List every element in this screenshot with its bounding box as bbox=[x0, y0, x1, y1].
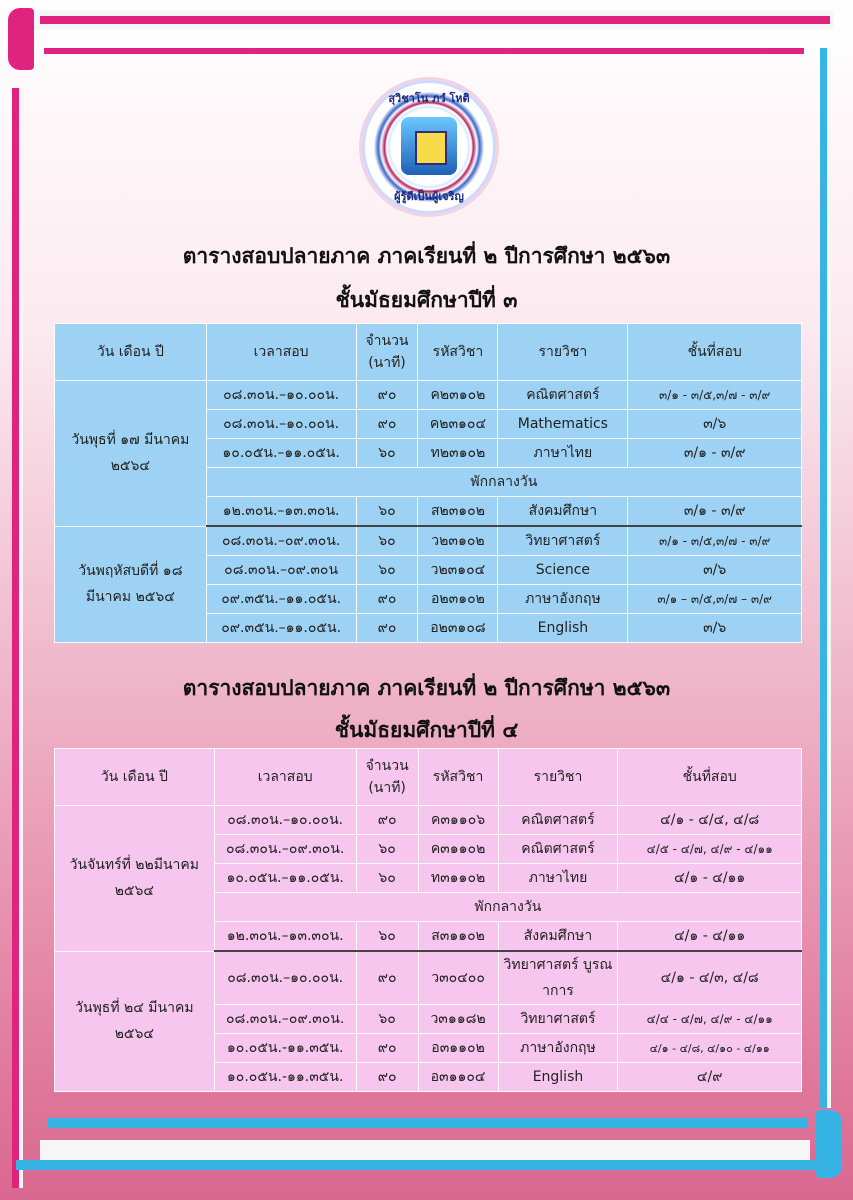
table-header-row bbox=[55, 324, 802, 381]
header-room: ชั้นที่สอบ bbox=[618, 749, 802, 806]
minutes-cell: ๖๐ bbox=[356, 439, 418, 468]
time-cell: ๑๐.๐๕น.-๑๑.๓๕น. bbox=[214, 1063, 356, 1092]
code-cell: ว๒๓๑๐๒ bbox=[418, 526, 498, 556]
logo-book-icon bbox=[415, 131, 447, 165]
lunch-break-cell: พักกลางวัน bbox=[206, 468, 801, 497]
school-logo bbox=[362, 80, 496, 214]
frame-right-blue bbox=[820, 48, 827, 1108]
subject-cell: คณิตศาสตร์ bbox=[498, 381, 628, 410]
room-cell: ๔/๑ - ๔/๘, ๔/๑๐ - ๔/๑๑ bbox=[618, 1034, 802, 1063]
time-cell: ๐๘.๓๐น.–๑๐.๐๐น. bbox=[214, 806, 356, 835]
table-header-row bbox=[55, 749, 802, 806]
exam-table-m4 bbox=[54, 748, 802, 1092]
day-cell: วันจันทร์ที่ ๒๒มีนาคม ๒๕๖๔ bbox=[55, 806, 215, 952]
time-cell: ๐๘.๓๐น.–๐๙.๓๐น. bbox=[214, 1005, 356, 1034]
section2-subtitle: ชั้นมัธยมศึกษาปีที่ ๔ bbox=[334, 718, 519, 742]
table-row bbox=[55, 806, 802, 835]
exam-table-m3 bbox=[54, 323, 802, 643]
frame-corner-top-left bbox=[8, 8, 34, 70]
header-minutes: จำนวน (นาที) bbox=[356, 749, 418, 806]
code-cell: ท๓๑๑๐๒ bbox=[418, 864, 498, 893]
minutes-cell: ๖๐ bbox=[356, 497, 418, 527]
time-cell: ๑๐.๐๕น.–๑๑.๐๕น. bbox=[206, 439, 356, 468]
code-cell: ว๓๑๑๘๒ bbox=[418, 1005, 498, 1034]
logo-motto-top: สุวิชาโน ภวํ โหติ bbox=[388, 92, 470, 105]
header-code: รหัสวิชา bbox=[418, 749, 498, 806]
time-cell: ๐๘.๓๐น.–๑๐.๐๐น. bbox=[206, 381, 356, 410]
subject-cell: English bbox=[498, 614, 628, 643]
code-cell: อ๒๓๑๐๒ bbox=[418, 585, 498, 614]
minutes-cell: ๙๐ bbox=[356, 951, 418, 1005]
minutes-cell: ๙๐ bbox=[356, 410, 418, 439]
header-time: เวลาสอบ bbox=[214, 749, 356, 806]
frame-bottom-blue-2 bbox=[16, 1160, 816, 1170]
subject-cell: สังคมศึกษา bbox=[498, 922, 618, 952]
room-cell: ๓/๖ bbox=[628, 556, 802, 585]
room-cell: ๔/๑ - ๔/๓, ๔/๘ bbox=[618, 951, 802, 1005]
code-cell: อ๓๑๑๐๒ bbox=[418, 1034, 498, 1063]
minutes-cell: ๖๐ bbox=[356, 1005, 418, 1034]
subject-cell: Mathematics bbox=[498, 410, 628, 439]
time-cell: ๐๙.๓๕น.–๑๑.๐๕น. bbox=[206, 614, 356, 643]
subject-cell: วิทยาศาสตร์ บูรณาการ bbox=[498, 951, 618, 1005]
subject-cell: ภาษาไทย bbox=[498, 439, 628, 468]
subject-cell: ภาษาไทย bbox=[498, 864, 618, 893]
time-cell: ๐๘.๓๐น.–๐๙.๓๐น. bbox=[214, 835, 356, 864]
minutes-cell: ๖๐ bbox=[356, 835, 418, 864]
header-subject: รายวิชา bbox=[498, 324, 628, 381]
time-cell: ๐๙.๓๕น.–๑๑.๐๕น. bbox=[206, 585, 356, 614]
room-cell: ๔/๑ - ๔/๑๑ bbox=[618, 922, 802, 952]
room-cell: ๓/๑ – ๓/๕,๓/๗ – ๓/๙ bbox=[628, 585, 802, 614]
subject-cell: Science bbox=[498, 556, 628, 585]
lunch-break-cell: พักกลางวัน bbox=[214, 893, 801, 922]
time-cell: ๐๘.๓๐น.–๑๐.๐๐น. bbox=[214, 951, 356, 1005]
minutes-cell: ๙๐ bbox=[356, 1063, 418, 1092]
minutes-cell: ๙๐ bbox=[356, 1034, 418, 1063]
minutes-cell: ๙๐ bbox=[356, 381, 418, 410]
minutes-cell: ๖๐ bbox=[356, 526, 418, 556]
subject-cell: ภาษาอังกฤษ bbox=[498, 1034, 618, 1063]
time-cell: ๐๘.๓๐น.–๑๐.๐๐น. bbox=[206, 410, 356, 439]
subject-cell: English bbox=[498, 1063, 618, 1092]
day-cell: วันพุธที่ ๒๔ มีนาคม ๒๕๖๔ bbox=[55, 951, 215, 1092]
header-room: ชั้นที่สอบ bbox=[628, 324, 802, 381]
frame-right-white bbox=[827, 48, 831, 1108]
header-date: วัน เดือน ปี bbox=[55, 749, 215, 806]
code-cell: ค๒๓๑๐๔ bbox=[418, 410, 498, 439]
header-code: รหัสวิชา bbox=[418, 324, 498, 381]
table-row bbox=[55, 526, 802, 556]
code-cell: ค๒๓๑๐๒ bbox=[418, 381, 498, 410]
time-cell: ๑๐.๐๕น.–๑๑.๐๕น. bbox=[214, 864, 356, 893]
time-cell: ๑๐.๐๕น.-๑๑.๓๕น. bbox=[214, 1034, 356, 1063]
minutes-cell: ๙๐ bbox=[356, 806, 418, 835]
code-cell: ค๓๑๑๐๒ bbox=[418, 835, 498, 864]
section1-subtitle: ชั้นมัธยมศึกษาปีที่ ๓ bbox=[335, 288, 518, 312]
section1-title: ตารางสอบปลายภาค ภาคเรียนที่ ๒ ปีการศึกษา ๒๕๖๓ bbox=[182, 244, 671, 268]
subject-cell: วิทยาศาสตร์ bbox=[498, 526, 628, 556]
minutes-cell: ๙๐ bbox=[356, 614, 418, 643]
time-cell: ๑๒.๓๐น.–๑๓.๓๐น. bbox=[206, 497, 356, 527]
room-cell: ๓/๑ - ๓/๕,๓/๗ - ๓/๙ bbox=[628, 526, 802, 556]
minutes-cell: ๖๐ bbox=[356, 922, 418, 952]
time-cell: ๑๒.๓๐น.–๑๓.๓๐น. bbox=[214, 922, 356, 952]
header-minutes: จำนวน (นาที) bbox=[356, 324, 418, 381]
frame-top-pink bbox=[40, 16, 830, 24]
code-cell: ว๓๐๔๐๐ bbox=[418, 951, 498, 1005]
logo-motto-bottom: ผู้รู้ดีเป็นผู้เจริญ bbox=[394, 190, 464, 203]
room-cell: ๔/๙ bbox=[618, 1063, 802, 1092]
day-cell: วันพฤหัสบดีที่ ๑๘ มีนาคม ๒๕๖๔ bbox=[55, 526, 207, 643]
minutes-cell: ๖๐ bbox=[356, 864, 418, 893]
code-cell: ค๓๑๑๐๖ bbox=[418, 806, 498, 835]
room-cell: ๔/๕ - ๔/๗, ๔/๙ - ๔/๑๑ bbox=[618, 835, 802, 864]
code-cell: ส๒๓๑๐๒ bbox=[418, 497, 498, 527]
subject-cell: ภาษาอังกฤษ bbox=[498, 585, 628, 614]
minutes-cell: ๙๐ bbox=[356, 585, 418, 614]
frame-top-pink-2 bbox=[44, 48, 804, 54]
room-cell: ๔/๑ - ๔/๔, ๔/๘ bbox=[618, 806, 802, 835]
subject-cell: วิทยาศาสตร์ bbox=[498, 1005, 618, 1034]
code-cell: ท๒๓๑๐๒ bbox=[418, 439, 498, 468]
day-cell: วันพุธที่ ๑๗ มีนาคม ๒๕๖๔ bbox=[55, 381, 207, 527]
table-row bbox=[55, 951, 802, 1005]
room-cell: ๓/๑ - ๓/๙ bbox=[628, 439, 802, 468]
minutes-cell: ๖๐ bbox=[356, 556, 418, 585]
code-cell: อ๓๑๑๐๔ bbox=[418, 1063, 498, 1092]
frame-corner-bottom-right bbox=[816, 1110, 842, 1178]
room-cell: ๔/๑ - ๔/๑๑ bbox=[618, 864, 802, 893]
code-cell: ว๒๓๑๐๔ bbox=[418, 556, 498, 585]
table-row bbox=[55, 381, 802, 410]
room-cell: ๔/๔ - ๔/๗, ๔/๙ - ๔/๑๑ bbox=[618, 1005, 802, 1034]
section2-title: ตารางสอบปลายภาค ภาคเรียนที่ ๒ ปีการศึกษา ๒๕๖๓ bbox=[182, 676, 671, 700]
room-cell: ๓/๑ - ๓/๙ bbox=[628, 497, 802, 527]
room-cell: ๓/๖ bbox=[628, 410, 802, 439]
header-date: วัน เดือน ปี bbox=[55, 324, 207, 381]
header-subject: รายวิชา bbox=[498, 749, 618, 806]
subject-cell: สังคมศึกษา bbox=[498, 497, 628, 527]
code-cell: ส๓๑๑๐๒ bbox=[418, 922, 498, 952]
time-cell: ๐๘.๓๐น.–๐๙.๓๐น bbox=[206, 556, 356, 585]
frame-bottom-blue-1 bbox=[48, 1118, 808, 1128]
subject-cell: คณิตศาสตร์ bbox=[498, 835, 618, 864]
header-time: เวลาสอบ bbox=[206, 324, 356, 381]
room-cell: ๓/๖ bbox=[628, 614, 802, 643]
time-cell: ๐๘.๓๐น.–๐๙.๓๐น. bbox=[206, 526, 356, 556]
room-cell: ๓/๑ - ๓/๕,๓/๗ - ๓/๙ bbox=[628, 381, 802, 410]
subject-cell: คณิตศาสตร์ bbox=[498, 806, 618, 835]
code-cell: อ๒๓๑๐๘ bbox=[418, 614, 498, 643]
